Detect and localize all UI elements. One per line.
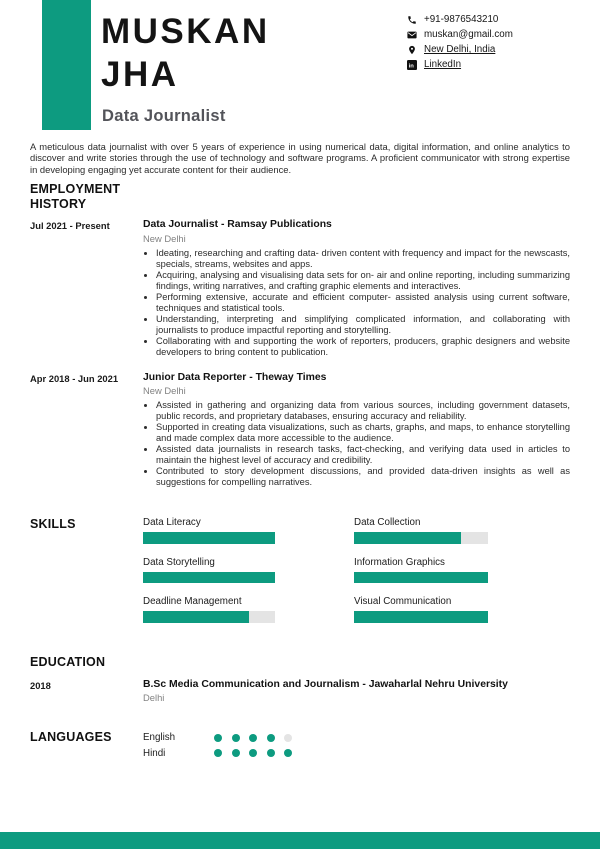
language-level-dot (249, 734, 257, 742)
job-bullet: • Performing extensive, accurate and efficient computer- assisted analysis using current software, techniques and statistical tools. (156, 292, 570, 314)
skill-label: Data Literacy (143, 517, 201, 529)
skill-item (143, 557, 275, 584)
contact-email-text: muskan@gmail.com (424, 29, 513, 40)
language-level-dot (249, 749, 257, 757)
location-link[interactable]: New Delhi, India (424, 44, 496, 55)
language-level-dot (284, 734, 292, 742)
skill-bar (354, 532, 488, 544)
job-location: New Delhi (143, 232, 186, 244)
language-label: English (143, 732, 176, 744)
skill-bar (354, 611, 488, 623)
skills-grid (143, 517, 570, 623)
skills-section (30, 517, 570, 623)
language-level-dot (214, 749, 222, 757)
languages-section (30, 730, 570, 761)
skill-label: Information Graphics (354, 556, 445, 568)
job-position: Data Journalist - Ramsay Publications (143, 219, 332, 231)
job-bullet: • Contributed to story development discussions, and provided data-driven insights as well as suggestions for compelling narratives. (156, 466, 570, 488)
skill-item (143, 517, 275, 544)
skill-label: Data Collection (354, 517, 421, 529)
job-bullet: • Collaborating with and supporting the work of reporters, producers, graphic designers and website developers to bring content to publication. (156, 336, 570, 358)
job-location: New Delhi (143, 385, 186, 397)
linkedin-link[interactable]: LinkedIn (424, 59, 462, 70)
job-bullet: • Acquiring, analysing and visualising data sets for on- air and online reporting, including summarizing findings, writing narratives, and crafting graphic elements and interactives. (156, 270, 570, 292)
section-heading-languages: LANGUAGES (30, 730, 112, 745)
skill-bar-fill (354, 572, 488, 584)
skill-label: Deadline Management (143, 596, 242, 608)
job-details (143, 372, 570, 489)
skill-bar (354, 572, 488, 584)
svg-text:in: in (408, 63, 414, 69)
linkedin-icon (407, 60, 418, 70)
email-icon (407, 30, 418, 40)
job-bullet-list (143, 248, 570, 358)
language-item (143, 730, 570, 746)
contact-location (407, 42, 513, 57)
skill-item (354, 557, 488, 584)
job-details (143, 219, 570, 358)
person-name-line2: JHA (101, 55, 179, 94)
job-dates: Jul 2021 - Present (30, 220, 110, 232)
contact-block (407, 12, 513, 72)
education-details (143, 679, 570, 704)
skill-label: Data Storytelling (143, 556, 215, 568)
person-name-line1: MUSKAN (101, 12, 270, 51)
resume-body (30, 141, 570, 761)
skill-bar-fill (354, 532, 461, 544)
job-dates: Apr 2018 - Jun 2021 (30, 372, 119, 384)
skill-label: Visual Communication (354, 596, 452, 608)
skill-bar-fill (143, 572, 275, 584)
accent-bar (42, 0, 91, 130)
language-level-dots (214, 734, 570, 742)
language-label: Hindi (143, 747, 166, 759)
skill-bar (143, 532, 275, 544)
language-level-dot (214, 734, 222, 742)
education-year: 2018 (30, 679, 51, 691)
person-name (101, 10, 270, 96)
skill-bar (143, 572, 275, 584)
footer-bar (0, 832, 600, 849)
skill-bar-fill (354, 611, 488, 623)
education-section (30, 655, 570, 670)
education-location: Delhi (143, 692, 165, 704)
language-level-dot (284, 749, 292, 757)
skill-item (354, 596, 488, 623)
section-heading-skills: SKILLS (30, 517, 76, 532)
job-title-heading: Data Journalist (102, 107, 226, 125)
skill-bar (143, 611, 275, 623)
skill-item (354, 517, 488, 544)
languages-list (143, 730, 570, 761)
language-level-dot (232, 734, 240, 742)
contact-phone-text: +91-9876543210 (424, 14, 499, 25)
contact-email (407, 27, 513, 42)
education-entry (30, 679, 570, 704)
skill-item (143, 596, 275, 623)
language-level-dots (214, 749, 570, 757)
job-entry (30, 372, 570, 489)
job-bullet: • Understanding, interpreting and simplifying complicated information, and collaborating with journalists to produce impactful reporting and storytelling. (156, 314, 570, 336)
job-bullet-list (143, 400, 570, 488)
skill-bar-fill (143, 611, 249, 623)
job-bullet: • Assisted in gathering and organizing data from various sources, including government datasets, public records, and proprietary databases, ensuring accuracy and reliability. (156, 400, 570, 422)
contact-linkedin (407, 57, 513, 72)
location-icon (407, 45, 418, 55)
language-item (143, 746, 570, 762)
summary-text: A meticulous data journalist with over 5 years of experience in using numerical data, digital information, and online analytics to discover and write stories through the use of technology and software programs. A proficient communicator with strong expertise in developing engaging yet accurate content for their audience. (30, 141, 570, 175)
language-level-dot (267, 734, 275, 742)
job-bullet: • Assisted data journalists in research tasks, fact-checking, and verifying data used in articles to maintain the highest level of accuracy and credibility. (156, 444, 570, 466)
skill-bar-fill (143, 532, 275, 544)
job-entry (30, 219, 570, 358)
language-level-dot (232, 749, 240, 757)
education-degree: B.Sc Media Communication and Journalism - Jawaharlal Nehru University (143, 678, 508, 690)
phone-icon (407, 15, 418, 25)
contact-phone (407, 12, 513, 27)
language-level-dot (267, 749, 275, 757)
job-bullet: • Ideating, researching and crafting data- driven content with frequency and impact for the newscasts, specials, streams, websites and apps. (156, 248, 570, 270)
job-bullet: • Supported in creating data visualizations, such as charts, graphs, and maps, to enhance storytelling and made complex data more accessible to the audience. (156, 422, 570, 444)
section-heading-employment: EMPLOYMENT HISTORY (30, 182, 121, 212)
job-position: Junior Data Reporter - Theway Times (143, 371, 327, 383)
section-heading-education: EDUCATION (30, 654, 106, 669)
